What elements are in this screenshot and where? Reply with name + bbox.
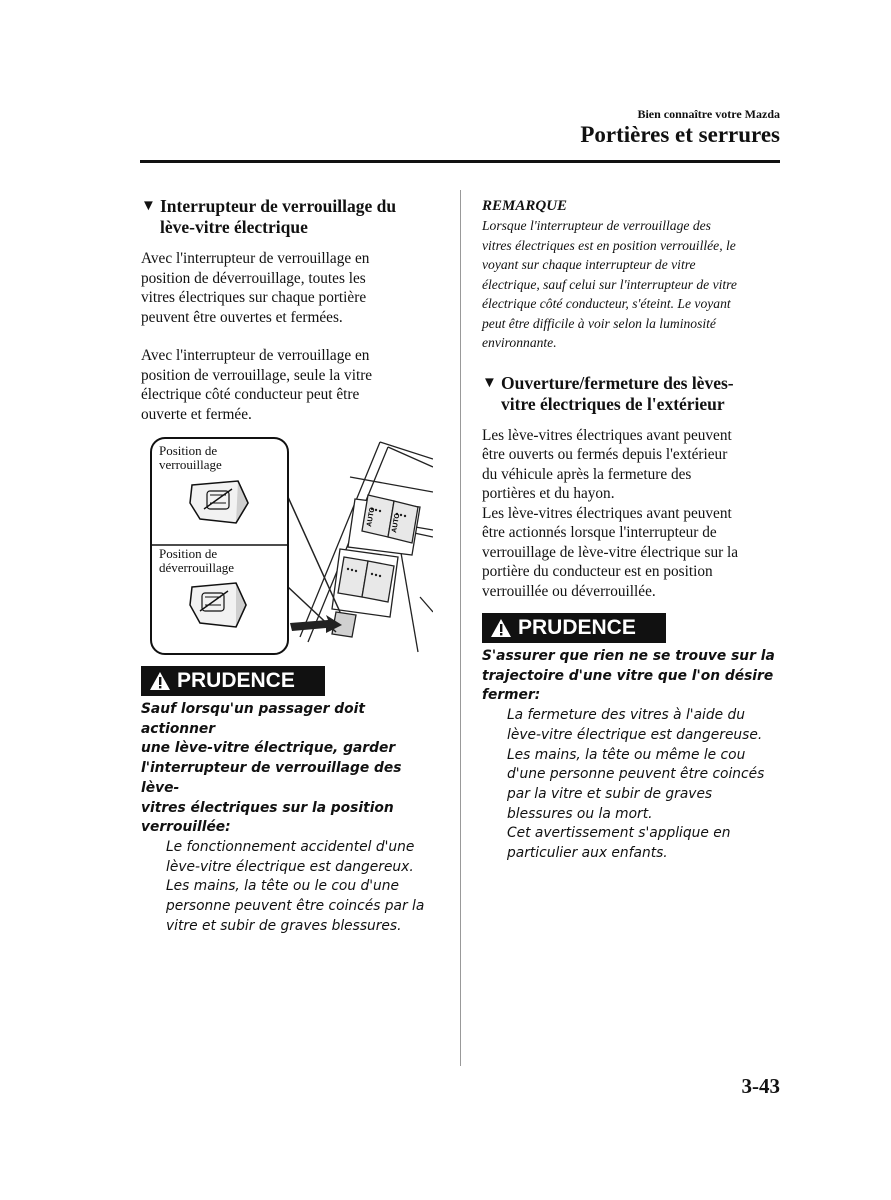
- warning-condition: [482, 647, 782, 706]
- page-title: Portières et serrures: [580, 122, 780, 147]
- text-line: verrouillage de lève-vitre électrique sur la: [482, 543, 739, 561]
- text-line: vitres électriques sur la position: [141, 799, 394, 816]
- auto-label: AUTO: [366, 506, 377, 528]
- warning-icon: [149, 671, 171, 691]
- text-line: position de verrouillage, seule la vitre: [141, 366, 373, 384]
- label-lock-position: [159, 444, 222, 472]
- header-divider: [140, 160, 780, 163]
- text-line: blessures ou la mort.: [507, 805, 653, 822]
- right-column: [482, 196, 782, 864]
- text-line: Le fonctionnement accidentel d'une: [166, 838, 415, 855]
- warning-block-right: [482, 613, 782, 864]
- prudence-label: PRUDENCE: [177, 669, 295, 692]
- text-line: portières et du hayon.: [482, 485, 615, 502]
- heading-line: lève-vitre électrique: [160, 217, 308, 237]
- paragraph-unlock: [141, 249, 441, 327]
- heading-line: vitre électriques de l'extérieur: [501, 393, 725, 414]
- section-triangle-icon: ▼: [141, 198, 156, 214]
- text-line: La fermeture des vitres à l'aide du: [507, 707, 746, 724]
- label-line: Position de: [159, 443, 218, 458]
- text-line: l'interrupteur de verrouillage des lève-: [141, 760, 402, 796]
- paragraph-exterior: [482, 426, 782, 602]
- prudence-banner: [141, 666, 325, 696]
- label-unlock-position: [159, 547, 234, 575]
- auto-label: AUTO: [391, 512, 402, 534]
- text-line: Avec l'interrupteur de verrouillage en: [141, 250, 370, 267]
- text-line: portière du conducteur est en position: [482, 563, 713, 580]
- prudence-banner: [482, 613, 666, 643]
- paragraph-lock: [141, 346, 441, 424]
- text-line: Les lève-vitres électriques avant peuvent: [482, 426, 732, 444]
- section-subtitle: Bien connaître votre Mazda: [637, 107, 780, 121]
- lock-button-icon: [190, 481, 248, 523]
- text-line: Les mains, la tête ou même le cou: [507, 746, 746, 763]
- text-line: verrouillée:: [141, 819, 231, 836]
- warning-explanation: [507, 706, 782, 864]
- text-line: Les lève-vitres électriques avant peuvent: [482, 504, 732, 522]
- text-line: trajectoire d'une vitre que l'on désire: [482, 667, 774, 684]
- text-line: du véhicule après la fermeture des: [482, 465, 692, 483]
- text-line: Cet avertissement s'applique en: [507, 825, 731, 842]
- text-line: vitres électriques est en position verrouillée, le: [482, 237, 736, 253]
- text-line: particulier aux enfants.: [507, 845, 668, 862]
- heading-exterior-operation: [482, 373, 782, 415]
- text-line: personne peuvent être coincés par la: [166, 898, 425, 915]
- text-line: fermer:: [482, 687, 541, 704]
- label-line: déverrouillage: [159, 560, 235, 575]
- heading-lock-switch: [141, 196, 441, 238]
- text-line: vitre et subir de graves blessures.: [166, 917, 402, 934]
- label-line: Position de: [159, 546, 218, 561]
- text-line: ouverte et fermée.: [141, 405, 252, 423]
- text-line: électrique, sauf celui sur l'interrupteur de vitre: [482, 276, 737, 292]
- section-triangle-icon: ▼: [482, 374, 497, 391]
- page-number: 3-43: [741, 1074, 780, 1098]
- text-line: lève-vitre électrique est dangereuse.: [507, 726, 763, 743]
- text-line: environnante.: [482, 335, 557, 350]
- warning-block-left: [141, 666, 441, 936]
- text-line: S'assurer que rien ne se trouve sur la: [482, 648, 775, 664]
- warning-condition: [141, 700, 441, 838]
- text-line: peuvent être ouvertes et fermées.: [141, 308, 343, 326]
- text-line: Les mains, la tête ou le cou d'une: [166, 878, 399, 895]
- label-line: verrouillage: [159, 457, 222, 472]
- text-line: position de déverrouillage, toutes les: [141, 269, 366, 287]
- heading-line: Ouverture/fermeture des lèves-: [501, 372, 734, 393]
- warning-explanation: [166, 838, 441, 937]
- text-line: Lorsque l'interrupteur de verrouillage des: [482, 218, 711, 233]
- unlock-button-icon: [190, 583, 246, 627]
- left-column: [141, 196, 441, 424]
- warning-icon: [490, 618, 512, 638]
- text-line: vitres électriques sur chaque portière: [141, 289, 367, 306]
- text-line: être ouverts ou fermés depuis l'extérieur: [482, 446, 728, 463]
- text-line: verrouillée ou déverrouillée.: [482, 582, 656, 600]
- text-line: Avec l'interrupteur de verrouillage en: [141, 347, 370, 364]
- prudence-label: PRUDENCE: [518, 616, 636, 639]
- text-line: par la vitre et subir de graves: [507, 785, 713, 802]
- remark-label: REMARQUE: [482, 198, 568, 214]
- text-line: être actionnés lorsque l'interrupteur de: [482, 524, 717, 541]
- text-line: lève-vitre électrique est dangereux.: [166, 858, 414, 875]
- text-line: peut être difficile à voir selon la luminosité: [482, 315, 716, 331]
- text-line: une lève-vitre électrique, garder: [141, 740, 396, 757]
- window-lock-illustration: [150, 437, 433, 657]
- remark-text: [482, 216, 782, 353]
- text-line: Sauf lorsqu'un passager doit actionner: [141, 701, 365, 737]
- text-line: électrique côté conducteur peut être: [141, 386, 360, 403]
- text-line: électrique côté conducteur, s'éteint. Le voyant: [482, 296, 731, 311]
- text-line: voyant sur chaque interrupteur de vitre: [482, 257, 696, 272]
- column-divider: [460, 190, 461, 1066]
- text-line: d'une personne peuvent être coincés: [507, 766, 765, 783]
- heading-line: Interrupteur de verrouillage du: [160, 196, 397, 216]
